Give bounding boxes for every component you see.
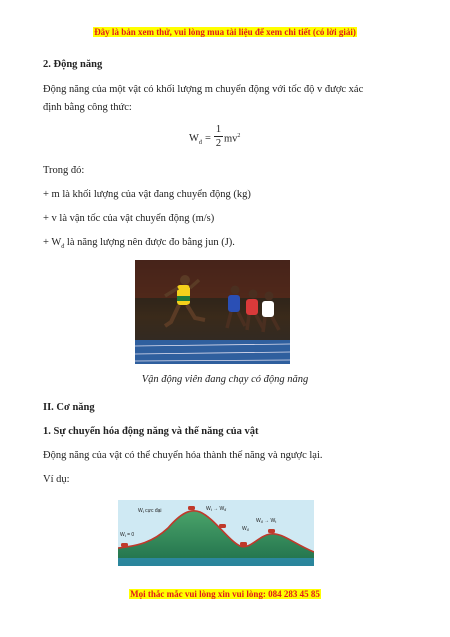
photo-caption: Vận động viên đang chạy có động năng bbox=[141, 374, 309, 385]
roller-coaster-diagram bbox=[118, 500, 314, 566]
cart-icon-start bbox=[121, 543, 128, 547]
section-heading-mechanical-energy: II. Cơ năng bbox=[43, 402, 95, 413]
cart-icon-top bbox=[188, 506, 195, 510]
label-wt-max: $W_t$ cực đại bbox=[138, 508, 162, 514]
label-wd-to-wt: $W_đ \to W_t$ bbox=[256, 518, 277, 524]
contact-banner: Mọi thắc mắc vui lòng xin vui lòng: 084 283 45 85 bbox=[130, 589, 320, 599]
label-wt-zero: $W_t = 0$ bbox=[120, 532, 135, 538]
formula-lhs: $W_đ$ bbox=[189, 133, 202, 147]
cart-icon-descending bbox=[219, 524, 226, 528]
bullet-velocity: + v là vận tốc của vật chuyển động (m/s) bbox=[43, 213, 215, 224]
formula-rhs: $mv^2$ bbox=[224, 133, 241, 145]
cart-icon-second-top bbox=[268, 529, 275, 533]
cart-icon-valley bbox=[240, 542, 247, 546]
preview-banner: Đây là bản xem thử, vui lòng mua tài liệu để xem chi tiết (có lời giải) bbox=[94, 27, 356, 37]
runner-photo bbox=[135, 260, 290, 364]
formula-fraction: 1 2 bbox=[215, 124, 222, 149]
paragraph-conversion: Động năng của vật có thể chuyển hóa thành thế năng và ngược lại. bbox=[43, 450, 323, 461]
label-wt-to-wd: $W_t \to W_đ$ bbox=[206, 506, 227, 512]
subsection-heading-conversion: 1. Sự chuyển hóa động năng và thế năng của vật bbox=[43, 426, 259, 437]
label-wd: $W_đ$ bbox=[242, 526, 249, 532]
formula-equals: = bbox=[205, 133, 211, 144]
example-label: Ví dụ: bbox=[43, 474, 70, 485]
bullet-mass: + m là khối lượng của vật đang chuyển động (kg) bbox=[43, 189, 251, 200]
bullet-energy-unit: + $W_đ$ là năng lượng nên được đo bằng jun (J). bbox=[43, 237, 235, 251]
paragraph-definition: Động năng của một vật có khối lượng m chuyển động với tốc độ v được xác bbox=[43, 84, 364, 95]
paragraph-definition-cont: định bằng công thức: bbox=[43, 102, 132, 113]
section-heading-kinetic-energy: 2. Động năng bbox=[43, 59, 103, 70]
where-label: Trong đó: bbox=[43, 165, 85, 176]
kinetic-energy-formula bbox=[189, 124, 279, 158]
